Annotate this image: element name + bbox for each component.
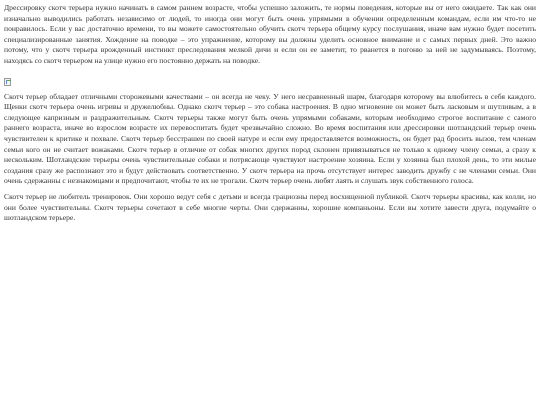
paragraph-summary: Скотч терьер не любитель тренировок. Они хорошо ведут себя с детьми и всегда грациозны перед восхищенной публикой. Скотч терьеры красивы, как колли, но они более чувствительны. Скотч терьеры сочетают в себе многие черты. Они сдержанны, хорошие компаньоны. Если вы хотите завести друга, подумайте о шотландском терьере. <box>4 191 536 223</box>
broken-image-icon <box>4 78 13 87</box>
paragraph-training: Дрессировку скотч терьера нужно начинать в самом раннем возрасте, чтобы успешно заложить, те нормы поведения, которые вы от него ожидаете. Так как они изначально выводились работать независимо от людей, то иногда они могут быть очень упрямыми в обучении определенным командам, если им что-то не понравилось. Если у вас достаточно времени, то вы можете самостоятельно обучить скотч терьера общему курсу послушания, иначе вам нужно будет посетить специализированные занятия. Хождение на поводке – это упражнение, которому вы должны уделить основное внимание и с самых первых дней. Это важно потому, что у скотч терьера врожденный инстинкт преследования мелкой дичи и если он ее заметит, то рванется в погоню за ней не задумываясь. Поэтому, находясь со скотч терьером на улице нужно его постоянно держать на поводке. <box>4 3 536 65</box>
paragraph-temperament: Скотч терьер обладает отличными сторожевыми качествами – он всегда не чеку. У него несравненный шарм, благодаря которому вы влюбитесь в себя каждого. Щенки скотч терьера очень игривы и дружелюбны. Однако скотч терьер – это собака настроения. В одно мгновение он может быть ласковым и шутливым, а в следующее капризным и раздражительным. Скотч терьеры также могут быть очень упрямыми собаками, которым необходимо строгое воспитание с самого раннего возраста, иначе во взрослом возрасте их перевоспитать будет чрезвычайно сложно. Во время воспитания или дрессировки шотландский терьер очень чувствителен к критике и похвале. Скотч терьер бесстрашен по своей натуре и если ему предоставляется возможность, он будет рад бросить вызов, тем членам семьи кого он не считает вожаками. Скотч терьер в отличие от собак многих других пород склонен привязываться не только к одному члену семьи, а сразу к нескольким. Шотландские терьеры очень чувствительные собаки и потрясающе чувствуют настроение хозяина. Если у хозяина был плохой день, то эти милые создания сразу же распознают это и будут действовать соответственно. У скотч терьера на прочь отсутствует интерес заводить дружбу с не членами семьи. Они очень сдержанны с незнакомцами и предпочитают, чтобы те их не трогали. Скотч терьер очень любят лаять и слушать звук собственного голоса. <box>4 91 536 186</box>
spacer <box>4 67 536 74</box>
